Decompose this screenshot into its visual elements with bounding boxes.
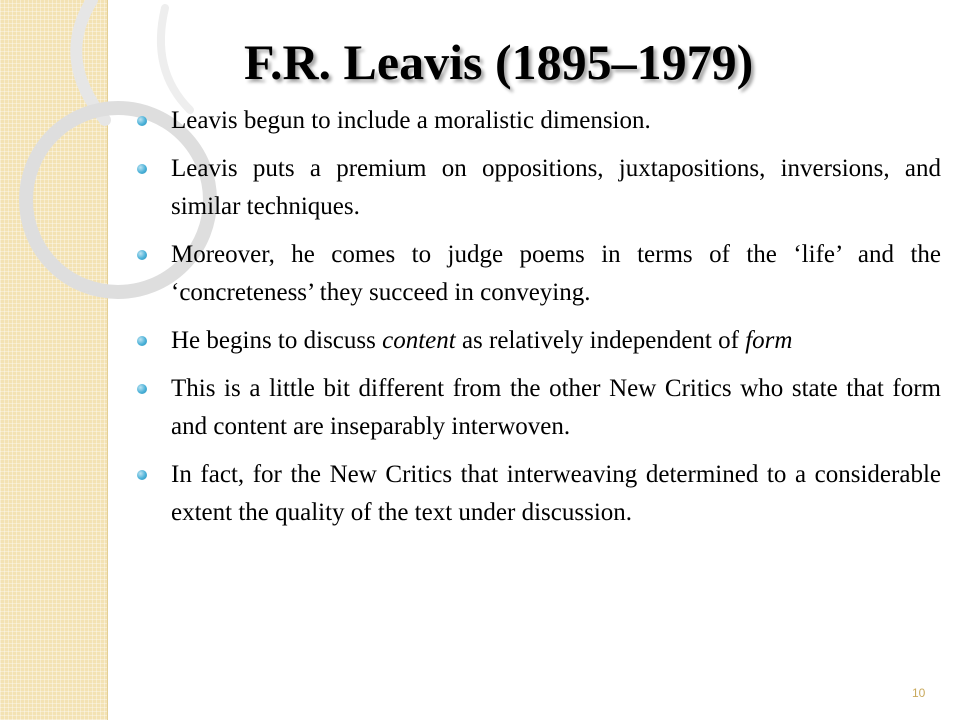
page-number: 10 [912,686,926,700]
slide-content [131,102,941,542]
bullet-text-italic: content [382,327,456,354]
bullet-dot-icon [137,164,147,174]
bullet-item [131,150,941,226]
bullet-dot-icon [137,116,147,126]
bullet-text: In fact, for the New Critics that interweaving determined to a considerable extent the quality of the text under discussion. [171,461,941,526]
bullet-dot-icon [137,384,147,394]
bullet-item [131,322,941,360]
bullet-text: Moreover, he comes to judge poems in terms of the ‘life’ and the ‘concreteness’ they succeed in conveying. [171,241,941,306]
bullet-list [131,102,941,532]
bullet-dot-icon [137,250,147,260]
bullet-item [131,236,941,312]
bullet-text: as relatively independent of [455,327,746,354]
slide-title: F.R. Leavis (1895–1979) [244,34,754,90]
bullet-item [131,370,941,446]
decorative-strip [0,0,108,720]
bullet-text: This is a little bit different from the other New Critics who state that form and content are inseparably interwoven. [171,375,941,440]
bullet-dot-icon [137,470,147,480]
bullet-item [131,456,941,532]
bullet-text: He begins to discuss [171,327,383,354]
bullet-item [131,102,941,140]
bullet-dot-icon [137,336,147,346]
bullet-text: Leavis begun to include a moralistic dimension. [171,107,651,134]
bullet-text: Leavis puts a premium on oppositions, juxtapositions, inversions, and similar techniques. [171,155,941,220]
bullet-text-italic: form [745,327,793,354]
